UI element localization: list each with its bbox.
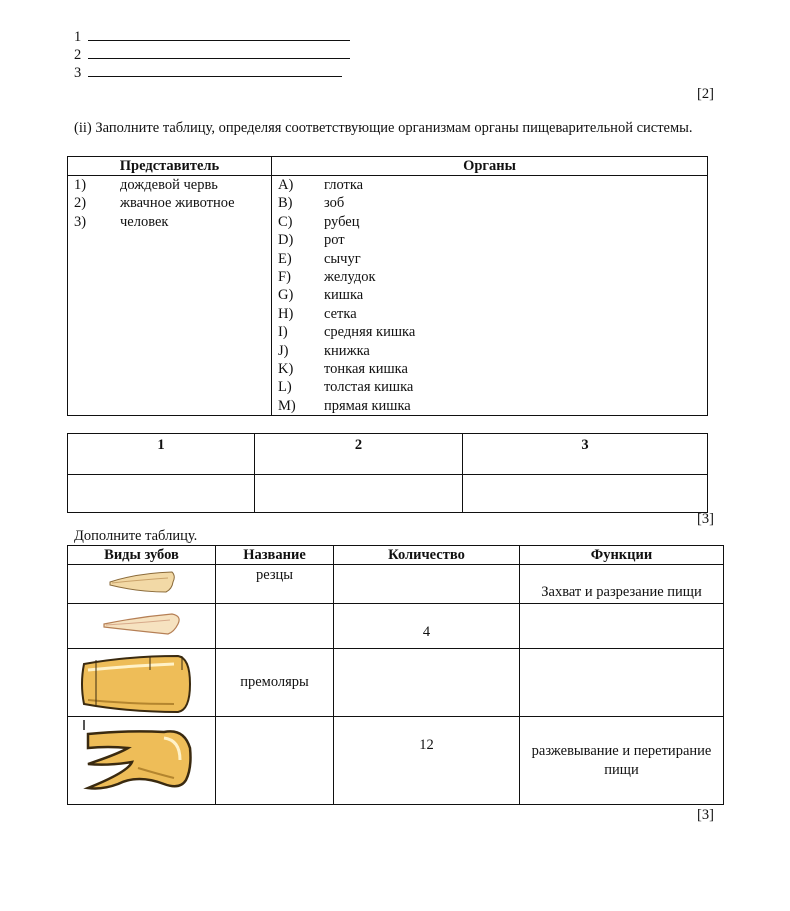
list-item: 1) дождевой червь xyxy=(74,177,218,193)
list-item: K) тонкая кишка xyxy=(278,360,408,377)
list-item: 3) человек xyxy=(74,213,169,230)
teeth-table xyxy=(67,545,724,805)
score-mark: [2] xyxy=(697,86,714,102)
canine-icon xyxy=(68,604,215,648)
organs-cell xyxy=(272,176,708,416)
list-item: L) толстая кишка xyxy=(278,379,414,396)
tooth-function-cell[interactable]: Захват и разрезание пищи xyxy=(520,565,724,604)
list-item: D) рот xyxy=(278,232,345,249)
answer-header-2: 2 xyxy=(255,434,463,475)
list-item: C) рубец xyxy=(278,213,360,230)
table-row xyxy=(68,717,724,805)
tooth-function-cell[interactable] xyxy=(520,649,724,717)
answer-line-number: 2 xyxy=(74,47,82,63)
answer-line-3[interactable] xyxy=(74,64,342,82)
table-row xyxy=(68,649,724,717)
incisor-icon xyxy=(68,565,215,603)
answer-cell-1[interactable] xyxy=(68,475,255,513)
list-item: E) сычуг xyxy=(278,250,361,267)
answer-table xyxy=(67,433,708,513)
answer-line-number: 3 xyxy=(74,65,82,81)
tooth-image-cell xyxy=(68,565,216,604)
tooth-name-cell[interactable]: резцы xyxy=(216,565,334,604)
score-mark: [3] xyxy=(697,511,714,527)
header-name: Название xyxy=(216,546,334,565)
tooth-count-cell[interactable]: 4 xyxy=(334,604,520,649)
answer-line-number: 1 xyxy=(74,29,82,45)
list-item: M) прямая кишка xyxy=(278,397,411,414)
tooth-function-cell[interactable]: разжевывание и перетирание пищи xyxy=(520,717,724,805)
tooth-count-cell[interactable] xyxy=(334,565,520,604)
header-tooth-type: Виды зубов xyxy=(68,546,216,565)
tooth-count-cell[interactable] xyxy=(334,649,520,717)
task-ii-instruction: (ii) Заполните таблицу, определяя соответствующие организмам органы пищеварительной системы. xyxy=(74,120,693,136)
answer-line-1[interactable] xyxy=(74,28,350,46)
list-item: A) глотка xyxy=(278,177,364,193)
tooth-name-cell[interactable] xyxy=(216,604,334,649)
list-item: G) кишка xyxy=(278,287,364,304)
list-item: 2) жвачное животное xyxy=(74,195,235,212)
tooth-count-cell[interactable]: 12 xyxy=(334,717,520,805)
header-functions: Функции xyxy=(520,546,724,565)
score-mark: [3] xyxy=(697,807,714,823)
list-item: F) желудок xyxy=(278,268,376,285)
list-item: B) зоб xyxy=(278,195,345,212)
answer-header-3: 3 xyxy=(463,434,708,475)
answer-cell-3[interactable] xyxy=(463,475,708,513)
molar-icon xyxy=(68,718,215,804)
premolar-icon xyxy=(68,650,215,716)
list-item: H) сетка xyxy=(278,305,357,322)
list-item: J) книжка xyxy=(278,342,370,359)
answer-cell-2[interactable] xyxy=(255,475,463,513)
header-representative: Представитель xyxy=(68,157,272,176)
list-item: I) средняя кишка xyxy=(278,324,416,341)
tooth-name-cell[interactable] xyxy=(216,717,334,805)
tooth-name-cell[interactable]: премоляры xyxy=(216,649,334,717)
task-teeth-instruction: Дополните таблицу. xyxy=(74,528,198,544)
header-organs: Органы xyxy=(272,157,708,176)
tooth-image-cell xyxy=(68,649,216,717)
table-row xyxy=(68,604,724,649)
tooth-image-cell xyxy=(68,604,216,649)
table-row xyxy=(68,565,724,604)
representatives-cell xyxy=(68,176,272,416)
tooth-function-cell[interactable] xyxy=(520,604,724,649)
answer-header-1: 1 xyxy=(68,434,255,475)
answer-line-2[interactable] xyxy=(74,46,350,64)
tooth-image-cell xyxy=(68,717,216,805)
header-count: Количество xyxy=(334,546,520,565)
organs-table xyxy=(67,156,708,416)
